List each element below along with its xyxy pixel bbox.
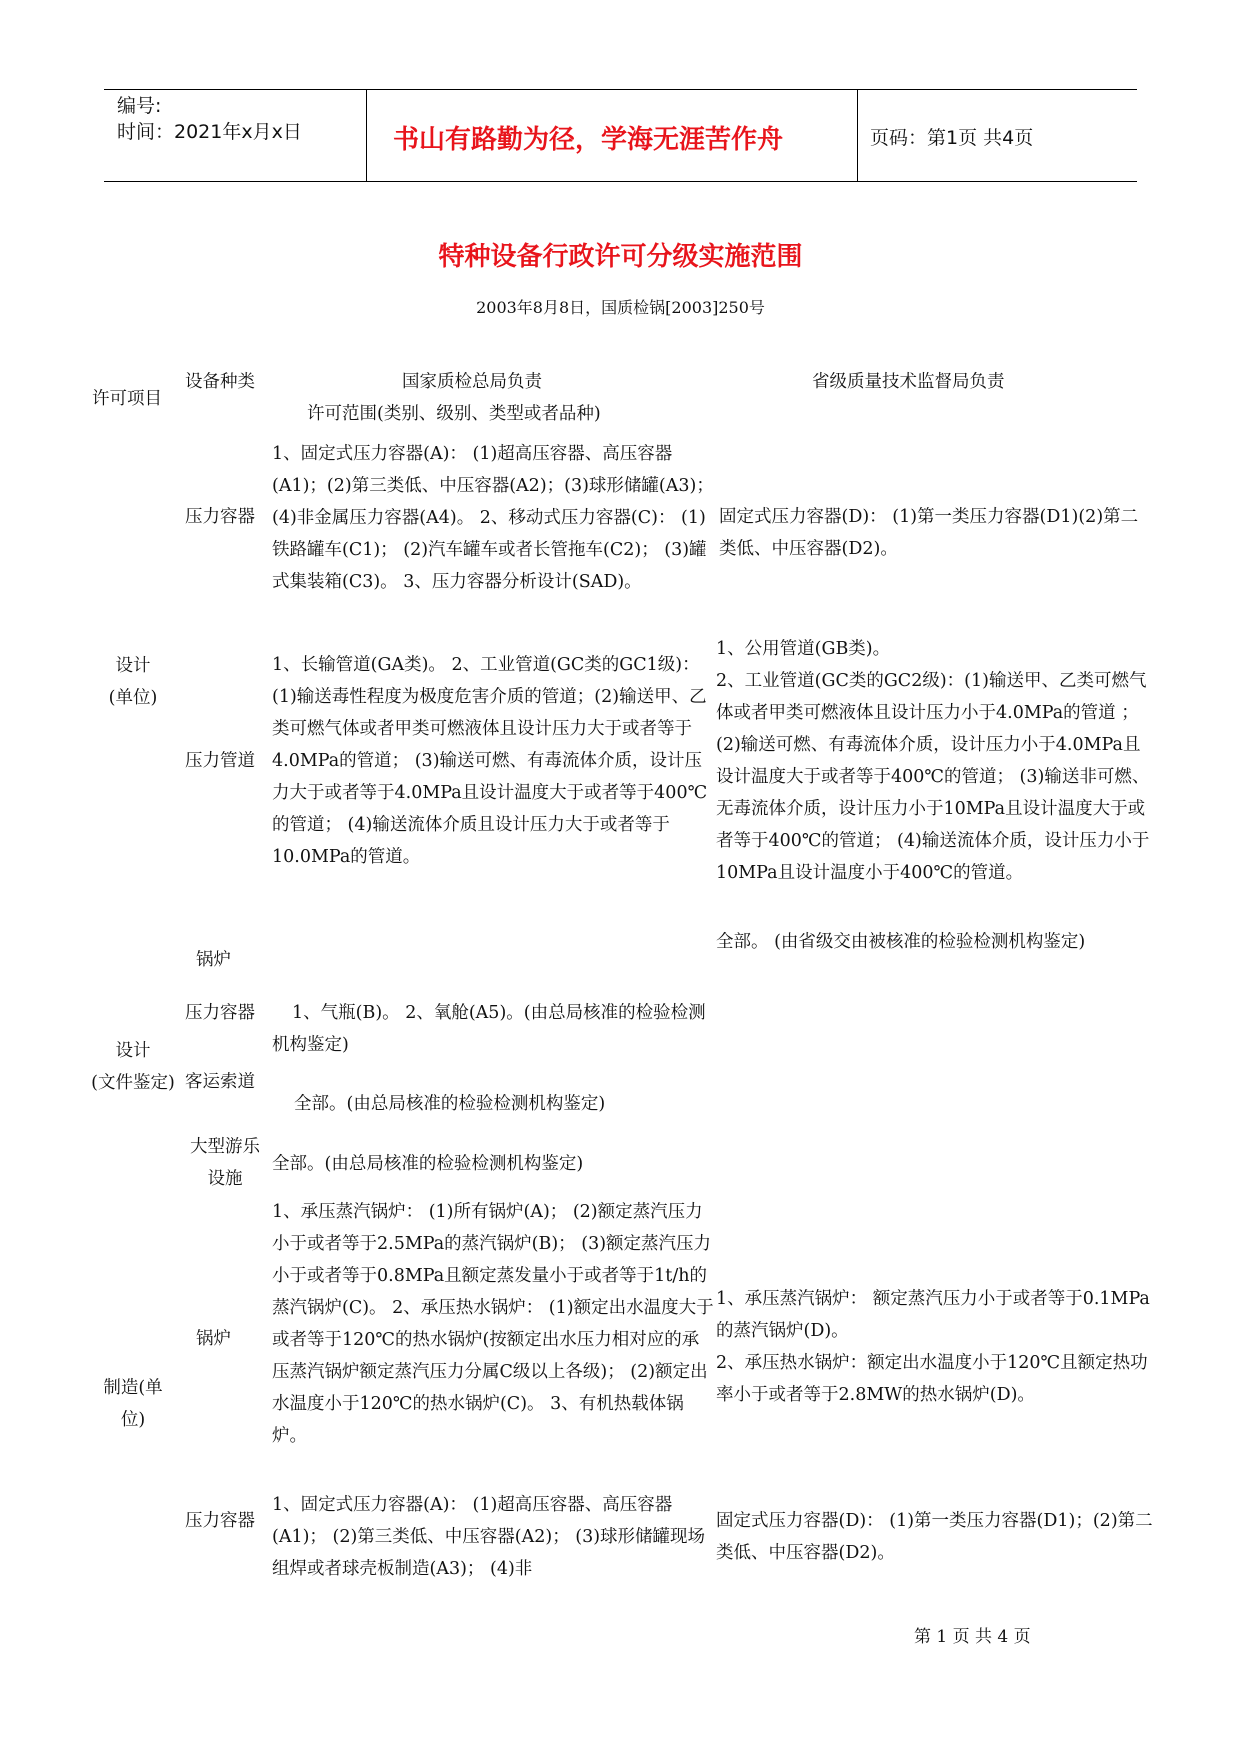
document-time-label: 时间：2021年x月x日 xyxy=(117,121,302,143)
header-page-label: 页码：第1页 共4页 xyxy=(870,127,1034,149)
group-design-unit: 设计 (单位) xyxy=(108,656,158,708)
header-motto: 书山有路勤为径，学海无涯苦作舟 xyxy=(393,125,784,155)
row-category: 客运索道 xyxy=(185,1072,255,1092)
row-national-scope: 1、承压蒸汽锅炉： (1)所有锅炉(A)； (2)额定蒸汽压力小于或者等于2.5MPa的蒸汽锅炉(B)； (3)额定蒸汽压力小于或者等于0.8MPa且额定蒸发量小于或者等于1t/h的蒸汽锅炉(C)。 2、承压热水锅炉： (1)额定出水温度大于或者等于120℃的热水锅炉(按额定出水压力相对应的承压蒸汽锅炉额定蒸汽压力分属C级以上各级)； (2)额定出水温度小于120℃的热水锅炉(C)。 3、有机热载体锅炉。 xyxy=(272,1202,714,1446)
group-manufacture-unit: 制造(单 位) xyxy=(103,1378,163,1430)
row-national-scope: 全部。(由总局核准的检验检测机构鉴定) xyxy=(294,1094,606,1114)
header-permit-scope: 许可范围(类别、级别、类型或者品种) xyxy=(307,404,601,424)
row-national-scope: 1、长输管道(GA类)。 2、工业管道(GC类的GC1级)： (1)输送毒性程度为极度危害介质的管道；(2)输送甲、乙类可燃气体或者甲类可燃液体且设计压力大于或者等于4.0MPa的管道； (3)输送可燃、有毒流体介质，设计压力大于或者等于4.0MPa且设计温度大于或者等于400℃的管道； (4)输送流体介质且设计压力大于或者等于10.0MPa的管道。 xyxy=(272,655,708,867)
row-category: 压力容器 xyxy=(185,1003,255,1023)
row-category: 压力管道 xyxy=(185,751,255,771)
header-permit-item: 许可项目 xyxy=(92,389,162,409)
row-provincial-scope: 1、公用管道(GB类)。 2、工业管道(GC类的GC2级)：(1)输送甲、乙类可燃气体或者甲类可燃液体且设计压力小于4.0MPa的管道 ； (2)输送可燃、有毒流体介质，设计压力小于4.0MPa且设计温度大于或者等于400℃的管道； (3)输送非可燃、无毒流体介质，设计压力小于10MPa且设计温度大于或者等于400℃的管道； (4)输送流体介质，设计压力小于10MPa且设计温度小于400℃的管道。 xyxy=(716,639,1150,883)
header-provincial-authority: 省级质量技术监督局负责 xyxy=(812,372,1005,392)
header-bottom-rule xyxy=(104,181,1137,182)
row-provincial-scope: 固定式压力容器(D)： (1)第一类压力容器(D1)；(2)第二类低、中压容器(D2)。 xyxy=(716,1511,1153,1563)
row-provincial-scope: 1、承压蒸汽锅炉： 额定蒸汽压力小于或者等于0.1MPa的蒸汽锅炉(D)。 2、承压热水锅炉：额定出水温度小于120℃且额定热功率小于或者等于2.8MW的热水锅炉(D)。 xyxy=(716,1289,1150,1405)
row-category: 大型游乐 设施 xyxy=(190,1137,260,1189)
row-category: 锅炉 xyxy=(196,1329,231,1349)
header-divider-right xyxy=(857,89,858,182)
footer-page-number: 第 1 页 共 4 页 xyxy=(914,1627,1031,1647)
document-title: 特种设备行政许可分级实施范围 xyxy=(438,242,803,272)
row-category: 压力容器 xyxy=(185,1511,255,1531)
row-national-scope: 1、气瓶(B)。 2、氧舱(A5)。(由总局核准的检验检测机构鉴定) xyxy=(272,1003,706,1055)
document-subtitle: 2003年8月8日，国质检锅[2003]250号 xyxy=(476,298,765,317)
header-top-rule xyxy=(104,89,1137,90)
row-national-scope: 全部。(由总局核准的检验检测机构鉴定) xyxy=(272,1154,584,1174)
row-category: 压力容器 xyxy=(185,507,255,527)
row-provincial-scope: 固定式压力容器(D)： (1)第一类压力容器(D1)(2)第二类低、中压容器(D2)。 xyxy=(719,507,1139,559)
row-category: 锅炉 xyxy=(196,950,231,970)
row-national-scope: 1、固定式压力容器(A)： (1)超高压容器、高压容器(A1)； (2)第三类低、中压容器(A2)； (3)球形储罐现场组焊或者球壳板制造(A3)； (4)非 xyxy=(272,1495,706,1579)
header-divider-left xyxy=(366,89,367,182)
document-number-label: 编号: xyxy=(117,95,162,117)
row-provincial-scope: 全部。 (由省级交由被核准的检验检测机构鉴定) xyxy=(716,932,1086,952)
group-design-document: 设计 (文件鉴定) xyxy=(91,1041,175,1093)
row-national-scope: 1、固定式压力容器(A)： (1)超高压容器、高压容器(A1)；(2)第三类低、中压容器(A2)；(3)球形储罐(A3)；(4)非金属压力容器(A4)。 2、移动式压力容器(C)： (1)铁路罐车(C1)； (2)汽车罐车或者长管拖车(C2)； (3)罐式集装箱(C3)。 3、压力容器分析设计(SAD)。 xyxy=(272,444,714,592)
header-equipment-category: 设备种类 xyxy=(185,372,255,392)
header-national-authority: 国家质检总局负责 xyxy=(402,372,542,392)
